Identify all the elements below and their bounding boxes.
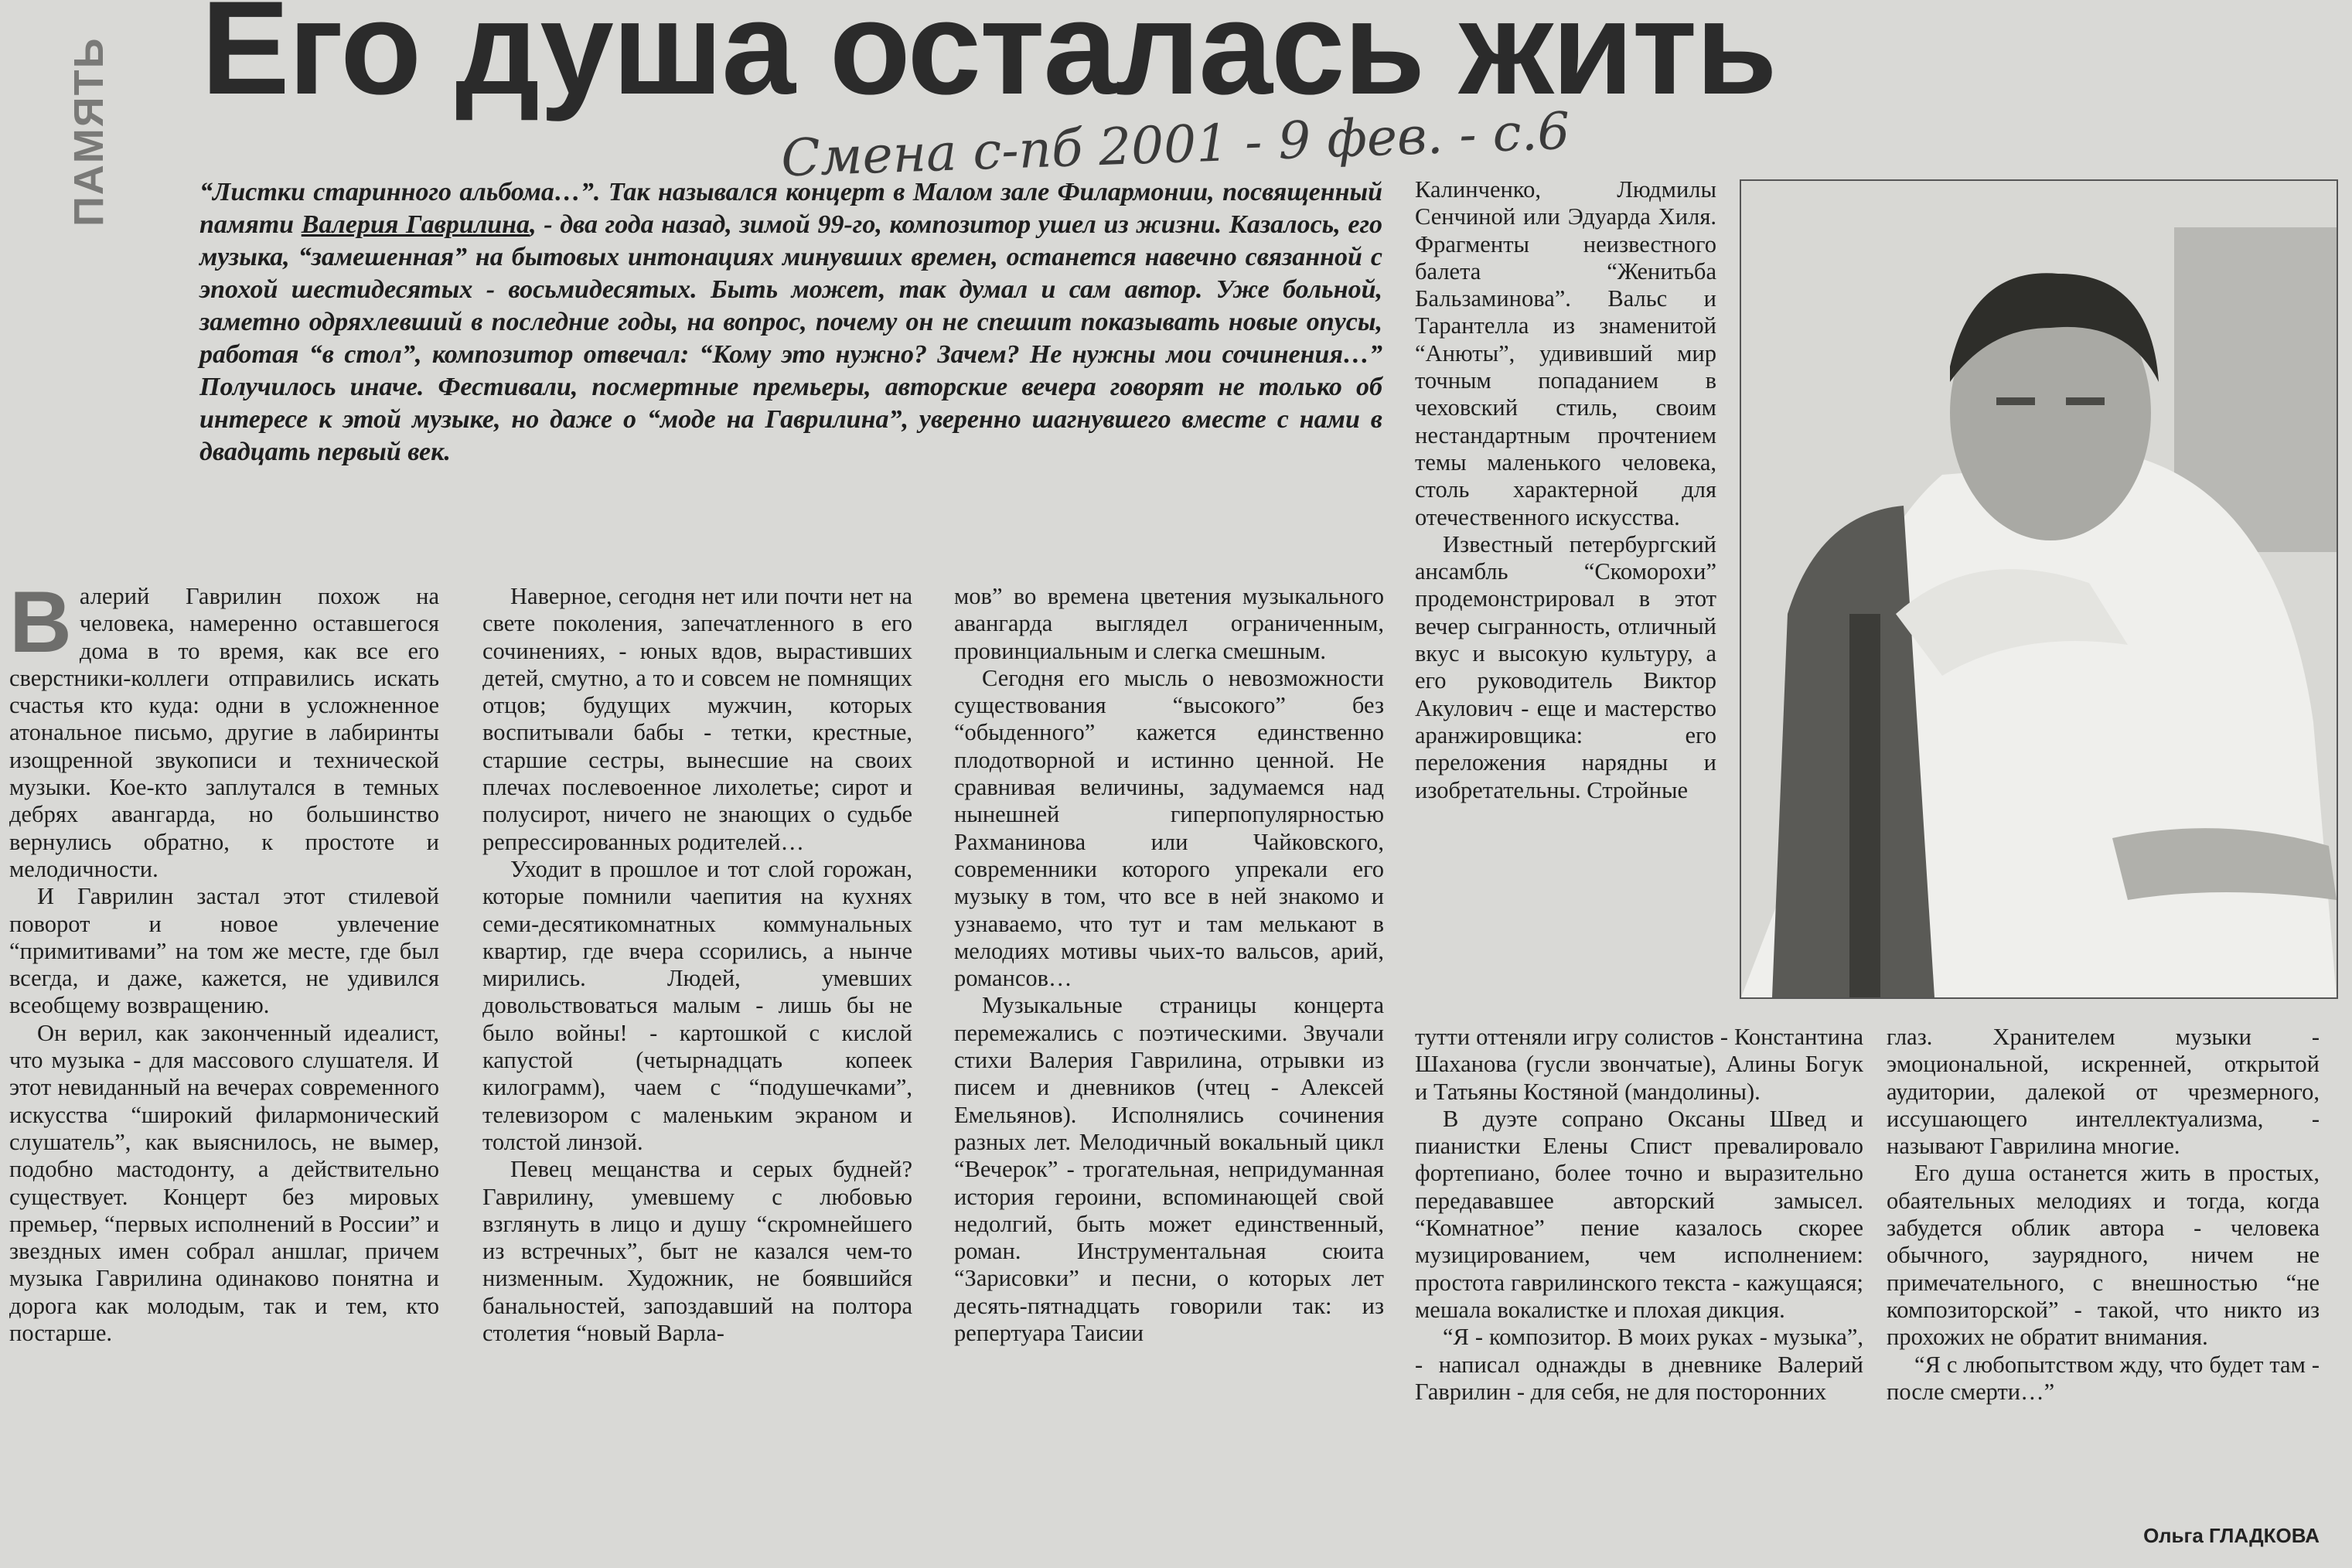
paragraph: Он верил, как законченный идеалист, что музыка - для массового слушателя. И этот невиданный на вечерах современного искусства “широкий филармонический слушатель”, как выяснилось, не вымер, подобно мастодонту, а действительно существует. Концерт без мировых премьер, “первых исполнений в России” и звездных имен собрал аншлаг, причем музыка Гаврилина одинаково понятна и дорога как молодым, так и тем, кто постарше.	[9, 1019, 439, 1347]
article-column-3	[954, 583, 1384, 1565]
paragraph: И Гаврилин застал этот стилевой поворот и новое увлечение “примитивами” на том же месте, где был всегда, и даже, кажется, не удивился всеобщему возвращению.	[9, 883, 439, 1019]
paragraph: “Я с любопытством жду, что будет там - после смерти…”	[1887, 1351, 2320, 1405]
author-byline: Ольга ГЛАДКОВА	[2143, 1524, 2320, 1547]
paragraph: тутти оттеняли игру солистов - Константина Шаханова (гусли звончатые), Алины Богук и Татьяны Костяной (мандолины).	[1415, 1024, 1863, 1105]
paragraph-text: алерий Гаврилин похож на человека, намеренно оставшегося дома в то время, как все его сверстники-коллеги отправились искать счастья кто куда: одни в усложненное атональное письмо, другие в лабиринты изощренной звукописи и технической музыки. Кое-кто заплутался в темных дебрях авангарда, но большинство вернулись обратно, к простоте и мелодичности.	[9, 583, 439, 882]
paragraph: Его душа останется жить в простых, обаятельных мелодиях и тогда, когда забудется облик автора - человека обычного, заурядного, ничем не примечательного, с внешностью “не композиторской” - такой, что никто из прохожих не обратит внимания.	[1887, 1160, 2320, 1351]
handwritten-note: Смена с-пб 2001 - 9 фев. - с.6	[779, 101, 1571, 189]
paragraph: Калинченко, Людмилы Сенчиной или Эдуарда Хиля. Фрагменты неизвестного балета “Женитьба Бальзаминова”. Вальс и Тарантелла из знаменитой “Анюты”, удививший мир точным попаданием в чеховский стиль, своим нестандартным прочтением темы маленького человека, столь характерной для отечественного искусства.	[1415, 176, 1716, 530]
paragraph: Известный петербургский ансамбль “Скоморохи” продемонстрировал в этот вечер сыгранность, отличный вкус и высокую культуру, а его руководитель Виктор Акулович - еще и мастерство аранжировщика: его переложения нарядны и изобретательны. Стройные	[1415, 530, 1716, 803]
article-column-4	[1415, 176, 1716, 803]
article-column-1	[9, 574, 439, 1565]
paragraph: Музыкальные страницы концерта перемежались с поэтическими. Звучали стихи Валерия Гаврилина, отрывки из писем и дневников (чтец - Алексей Емельянов). Исполнялись сочинения разных лет. Мелодичный вокальный цикл “Вечерок” - трогательная, непридуманная история героини, вспоминающей свой недолгий, быть может единственный, роман. Инструментальная сюита “Зарисовки” и песни, о которых лет десять-пятнадцать говорили так: из репертуара Таисии	[954, 992, 1384, 1347]
paragraph: В дуэте сопрано Оксаны Швед и пианистки Елены Спист превалировало фортепиано, более точно и выразительно передававшее авторский замысел. “Комнатное” пение казалось скорее музицированием, чем исполнением: простота гаврилинского текста - кажущаяся; мешала вокалистке и плохая дикция.	[1415, 1105, 1863, 1323]
headline: Его душа осталась жить	[201, 0, 1776, 122]
paragraph: мов” во времена цветения музыкального авангарда выглядел ограниченным, провинциальным и слегка смешным.	[954, 583, 1384, 664]
portrait-illustration	[1741, 181, 2337, 997]
composer-photo	[1740, 179, 2338, 999]
section-rubric: ПАМЯТЬ	[66, 36, 112, 227]
article-column-6	[1887, 1024, 2320, 1457]
lead-text-end: , - два года назад, зимой 99-го, композитор ушел из жизни. Казалось, его музыка, “замешенная” на бытовых интонациях минувших времен, останется навечно связанной с эпохой шестидесятых - восьмидесятых. Быть может, так думал и сам автор. Уже больной, заметно одряхлевший в последние годы, на вопрос, почему он не спешит показывать новые опусы, работая “в стол”, композитор отвечал: “Кому это нужно? Зачем? Не нужны мои сочинения…” Получилось иначе. Фестивали, посмертные премьеры, авторские вечера говорят не только об интересе к этой музыке, но даже о “моде на Гаврилина”, уверенно шагнувшего вместе с нами в двадцать первый век.	[199, 210, 1382, 466]
paragraph: глаз. Хранителем музыки - эмоциональной, искренней, открытой аудитории, далекой от чрезмерного, иссушающего интеллектуализма, - называют Гаврилина многие.	[1887, 1024, 2320, 1160]
paragraph: Певец мещанства и серых будней? Гаврилину, умевшему с любовью взглянуть в лицо и душу “скромнейшего из встречных”, быт не казался чем-то низменным. Художник, не боявшийся банальностей, запоздавший на полтора столетия “новый Варла-	[482, 1156, 912, 1347]
lead-text-start: “Листки старинного альбома…”. Так назывался концерт в Малом зале Филармонии, посвященный памяти	[199, 178, 1382, 239]
paragraph: Сегодня его мысль о невозможности существования “высокого” без “обыденного” кажется единственно плодотворной и истинно ценной. Не сравнивая величины, задумаемся над нынешней гиперпопулярностью Рахманинова или Чайковского, современники которого упрекали его музыку в том, что все в ней знакомо и узнаваемо, что тут и там мелькают в мелодиях мотивы чьих-то вальсов, арий, романсов…	[954, 664, 1384, 992]
article-column-5	[1415, 1024, 1863, 1565]
paragraph: Наверное, сегодня нет или почти нет на свете поколения, запечатленного в его сочинениях, - юных вдов, вырастивших детей, смутно, а то и совсем не помнящих отцов; будущих мужчин, которых воспитывали бабы - тетки, крестные, старшие сестры, вынесшие на своих плечах послевоенное лихолетье; сирот и полусирот, ничего не знающих о судьбе репрессированных родителей…	[482, 583, 912, 855]
article-column-2	[482, 583, 912, 1565]
paragraph	[9, 574, 439, 883]
paragraph: “Я - композитор. В моих руках - музыка”, - написал однажды в дневнике Валерий Гаврилин - для себя, не для посторонних	[1415, 1324, 1863, 1405]
drop-cap: В	[9, 574, 72, 670]
paragraph: Уходит в прошлое и тот слой горожан, которые помнили чаепития на кухнях семи-десятикомнатных коммунальных квартир, где вчера ссорились, а нынче мирились. Людей, умевших довольствоваться малым - лишь бы не было войны! - картошкой с кислой капустой (четырнадцать копеек килограмм), чаем с “подушечками”, телевизором с маленьким экраном и толстой линзой.	[482, 855, 912, 1155]
lead-composer-name: Валерия Гаврилина	[301, 210, 530, 239]
lead-paragraph	[199, 176, 1382, 571]
